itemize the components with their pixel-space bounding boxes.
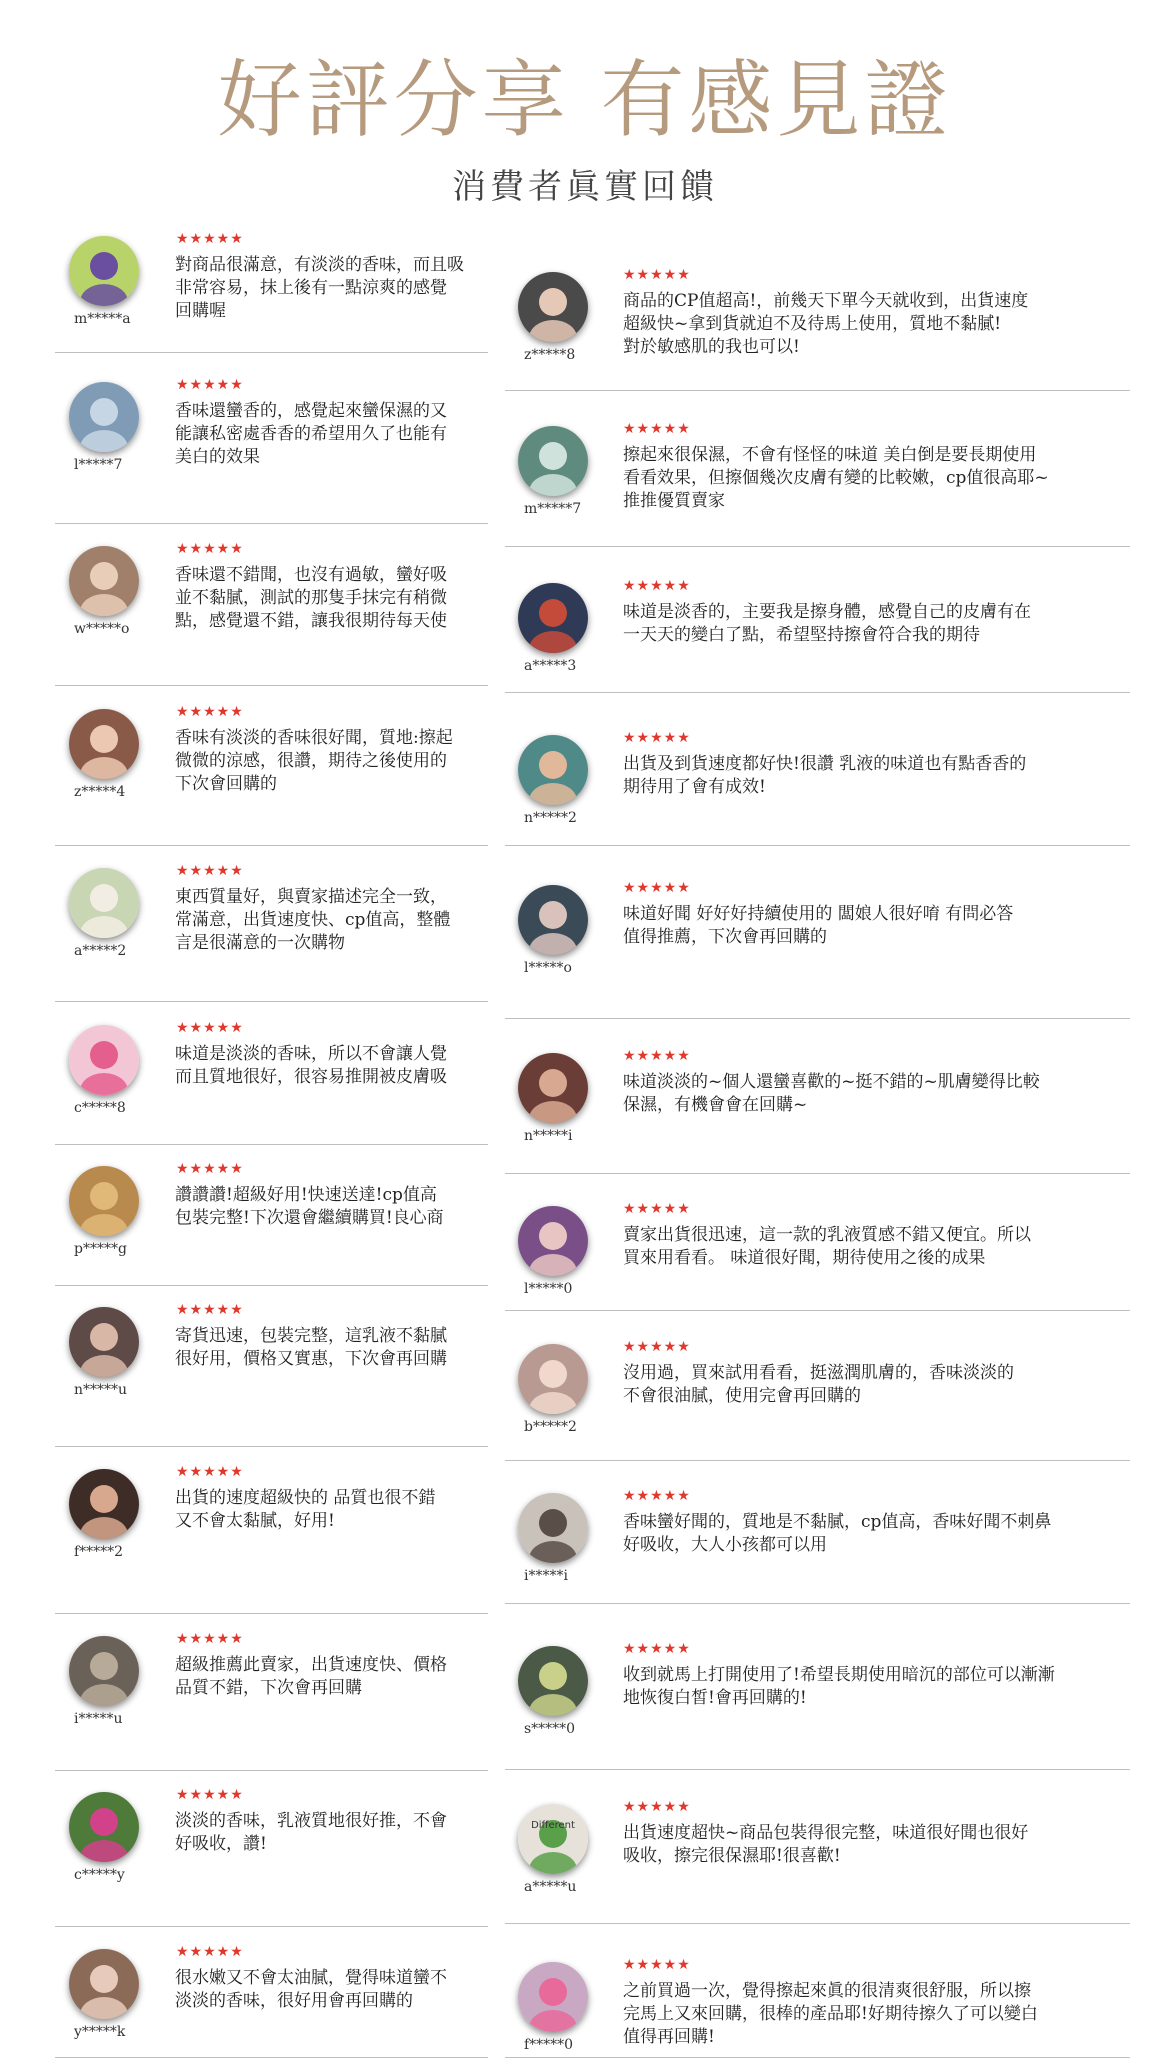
reviewer-name: n*****i <box>524 1128 573 1144</box>
review-text: 東西質量好，與賣家描述完全一致， 常滿意，出貨速度快、cp值高，整體 言是很滿意的一次購物 <box>175 887 451 953</box>
avatar <box>518 1646 588 1716</box>
review-text: 香味還蠻香的，感覺起來蠻保濕的又 能讓私密處香香的希望用久了也能有 美白的效果 <box>175 401 447 467</box>
avatar <box>69 1307 139 1377</box>
review-text: 香味還不錯聞，也沒有過敏，蠻好吸 並不黏膩，測試的那隻手抹完有稍微 點，感覺還不錯，讓我很期待每天使 <box>175 565 447 631</box>
reviewer-name: y*****k <box>74 2024 126 2040</box>
divider <box>55 845 488 846</box>
review-item <box>505 849 1130 1019</box>
avatar <box>518 735 588 805</box>
star-rating-icon: ★★★★★ <box>623 1048 691 1064</box>
divider <box>505 845 1130 846</box>
divider <box>505 1923 1130 1924</box>
review-item <box>55 374 488 524</box>
review-text: 賣家出貨很迅速，這一款的乳液質感不錯又便宜。所以 買來用看看。 味道很好聞，期待使用之後的成果 <box>623 1225 1031 1268</box>
star-rating-icon: ★★★★★ <box>176 1161 244 1177</box>
reviewer-name: m*****7 <box>524 501 582 517</box>
avatar <box>518 1206 588 1276</box>
avatar <box>518 1804 588 1874</box>
reviewer-name: a*****2 <box>74 943 127 959</box>
right-review-column <box>505 236 1130 2058</box>
review-item <box>55 1017 488 1145</box>
review-text: 商品的CP值超高!，前幾天下單今天就收到，出貨速度 超級快~拿到貨就迫不及待馬上使用，質地不黏膩! 對於敏感肌的我也可以! <box>623 291 1029 357</box>
review-item <box>505 1457 1130 1604</box>
review-text: 對商品很滿意，有淡淡的香味，而且吸 非常容易，抹上後有一點涼爽的感覺 回購喔 <box>175 255 464 321</box>
divider <box>55 685 488 686</box>
star-rating-icon: ★★★★★ <box>623 1488 691 1504</box>
reviewer-name: w*****o <box>74 621 130 637</box>
reviewer-name: f*****0 <box>524 2037 574 2053</box>
star-rating-icon: ★★★★★ <box>623 1339 691 1355</box>
avatar <box>518 272 588 342</box>
review-text: 出貨及到貨速度都好快!很讚 乳液的味道也有點香香的 期待用了會有成效! <box>623 754 1027 797</box>
star-rating-icon: ★★★★★ <box>176 231 244 247</box>
review-item <box>505 1610 1130 1770</box>
review-text: 沒用過，買來試用看看，挺滋潤肌膚的，香味淡淡的 不會很油膩，使用完會再回購的 <box>623 1363 1014 1406</box>
star-rating-icon: ★★★★★ <box>176 377 244 393</box>
review-text: 味道是淡香的，主要我是擦身體，感覺自己的皮膚有在 一天天的變白了點，希望堅持擦會符合我的期待 <box>623 602 1031 645</box>
divider <box>55 1770 488 1771</box>
star-rating-icon: ★★★★★ <box>176 1302 244 1318</box>
reviewer-name: a*****u <box>524 1879 577 1895</box>
avatar <box>69 1949 139 2019</box>
avatar <box>69 1166 139 1236</box>
divider <box>55 523 488 524</box>
star-rating-icon: ★★★★★ <box>176 1631 244 1647</box>
star-rating-icon: ★★★★★ <box>176 863 244 879</box>
review-item <box>55 701 488 846</box>
review-item <box>505 699 1130 846</box>
svg-text:Different: Different <box>531 1820 575 1831</box>
review-text: 出貨的速度超級快的 品質也很不錯 又不會太黏膩，好用! <box>175 1488 436 1531</box>
review-item <box>55 1784 488 1927</box>
star-rating-icon: ★★★★★ <box>623 730 691 746</box>
reviewer-name: c*****8 <box>74 1100 126 1116</box>
review-item <box>505 1768 1130 1924</box>
star-rating-icon: ★★★★★ <box>176 541 244 557</box>
divider <box>505 692 1130 693</box>
page-title: 好評分享 有感見證 <box>217 51 953 149</box>
reviewer-name: n*****2 <box>524 810 577 826</box>
divider <box>55 1926 488 1927</box>
review-text: 很水嫩又不會太油膩，覺得味道蠻不 淡淡的香味，很好用會再回購的 <box>175 1968 447 2011</box>
review-text: 香味蠻好聞的，質地是不黏膩，cp值高，香味好聞不刺鼻 好吸收，大人小孩都可以用 <box>623 1512 1052 1555</box>
divider <box>55 1613 488 1614</box>
review-text: 味道是淡淡的香味，所以不會讓人覺 而且質地很好，很容易推開被皮膚吸 <box>175 1044 447 1087</box>
review-item <box>55 1461 488 1614</box>
reviewer-name: l*****7 <box>74 457 123 473</box>
avatar <box>518 1493 588 1563</box>
divider <box>55 352 488 353</box>
reviewer-name: m*****a <box>74 311 131 327</box>
review-text: 之前買過一次，覺得擦起來眞的很清爽很舒服，所以擦 完馬上又來回購，很棒的產品耶!好期待擦久了可以變白 值得再回購! <box>623 1981 1038 2047</box>
reviewer-name: z*****4 <box>74 784 126 800</box>
review-text: 出貨速度超快~商品包裝得很完整，味道很好聞也很好 吸收，擦完很保濕耶!很喜歡! <box>623 1823 1029 1866</box>
review-text: 味道好聞 好好好持續使用的 闆娘人很好唷 有問必答 值得推薦，下次會再回購的 <box>623 904 1014 947</box>
reviewer-name: p*****g <box>74 1241 127 1257</box>
star-rating-icon: ★★★★★ <box>176 1944 244 1960</box>
divider <box>505 1603 1130 1604</box>
avatar <box>518 1053 588 1123</box>
review-text: 超級推薦此賣家，出貨速度快、價格 品質不錯，下次會再回購 <box>175 1655 447 1698</box>
review-item <box>55 538 488 686</box>
star-rating-icon: ★★★★★ <box>623 1201 691 1217</box>
star-rating-icon: ★★★★★ <box>176 1020 244 1036</box>
review-text: 擦起來很保濕，不會有怪怪的味道 美白倒是要長期使用 看看效果，但擦個幾次皮膚有變的比較嫩，cp值很高耶~ 推推優質賣家 <box>623 445 1049 511</box>
reviewer-name: f*****2 <box>74 1544 124 1560</box>
review-text: 香味有淡淡的香味很好聞，質地:擦起 微微的涼感，很讚，期待之後使用的 下次會回購的 <box>175 728 453 794</box>
avatar <box>69 382 139 452</box>
review-item <box>505 390 1130 547</box>
star-rating-icon: ★★★★★ <box>623 1799 691 1815</box>
star-rating-icon: ★★★★★ <box>623 267 691 283</box>
reviewer-name: b*****2 <box>524 1419 577 1435</box>
review-item <box>55 1941 488 2058</box>
review-text: 寄貨迅速，包裝完整，這乳液不黏膩 很好用，價格又實惠，下次會再回購 <box>175 1326 447 1369</box>
divider <box>55 1446 488 1447</box>
review-text: 淡淡的香味，乳液質地很好推，不會 好吸收，讚! <box>175 1811 447 1854</box>
review-text: 讚讚讚!超級好用!快速送達!cp值高 包裝完整!下次還會繼續購買!良心商 <box>175 1185 444 1228</box>
star-rating-icon: ★★★★★ <box>176 704 244 720</box>
star-rating-icon: ★★★★★ <box>176 1464 244 1480</box>
avatar <box>518 885 588 955</box>
avatar <box>518 426 588 496</box>
star-rating-icon: ★★★★★ <box>176 1787 244 1803</box>
review-text: 味道淡淡的~個人還蠻喜歡的~挺不錯的~肌膚變得比較 保濕，有機會會在回購~ <box>623 1072 1040 1115</box>
reviewer-name: c*****y <box>74 1867 125 1883</box>
star-rating-icon: ★★★★★ <box>623 1957 691 1973</box>
reviewer-name: z*****8 <box>524 347 576 363</box>
avatar <box>518 1962 588 2032</box>
review-text: 收到就馬上打開使用了!希望長期使用暗沉的部位可以漸漸 地恢復白皙!會再回購的! <box>623 1665 1055 1708</box>
avatar <box>69 236 139 306</box>
avatar <box>69 709 139 779</box>
star-rating-icon: ★★★★★ <box>623 421 691 437</box>
review-item <box>55 1628 488 1771</box>
left-review-column <box>55 228 488 2058</box>
review-item <box>505 1170 1130 1311</box>
review-item <box>505 1308 1130 1461</box>
review-item <box>505 547 1130 693</box>
avatar <box>69 1636 139 1706</box>
reviewer-name: n*****u <box>74 1382 128 1398</box>
star-rating-icon: ★★★★★ <box>623 578 691 594</box>
reviewer-name: i*****u <box>74 1711 123 1727</box>
reviewer-name: a*****3 <box>524 658 577 674</box>
avatar <box>69 868 139 938</box>
reviewer-name: i*****i <box>524 1568 568 1584</box>
avatar <box>518 583 588 653</box>
avatar <box>69 1792 139 1862</box>
review-item <box>505 1017 1130 1174</box>
reviewer-name: l*****o <box>524 960 572 976</box>
review-item <box>55 860 488 1002</box>
reviewer-name: l*****0 <box>524 1281 573 1297</box>
avatar <box>518 1344 588 1414</box>
avatar <box>69 1025 139 1095</box>
page-subtitle: 消費者眞實回饋 <box>452 167 718 207</box>
divider <box>55 1285 488 1286</box>
review-item <box>505 1926 1130 2058</box>
star-rating-icon: ★★★★★ <box>623 1641 691 1657</box>
review-item <box>55 1299 488 1447</box>
avatar <box>69 1469 139 1539</box>
divider <box>55 1001 488 1002</box>
review-item <box>505 236 1130 391</box>
star-rating-icon: ★★★★★ <box>623 880 691 896</box>
divider <box>55 1144 488 1145</box>
reviewer-name: s*****0 <box>524 1721 576 1737</box>
review-item <box>55 228 488 353</box>
avatar <box>69 546 139 616</box>
review-item <box>55 1158 488 1286</box>
